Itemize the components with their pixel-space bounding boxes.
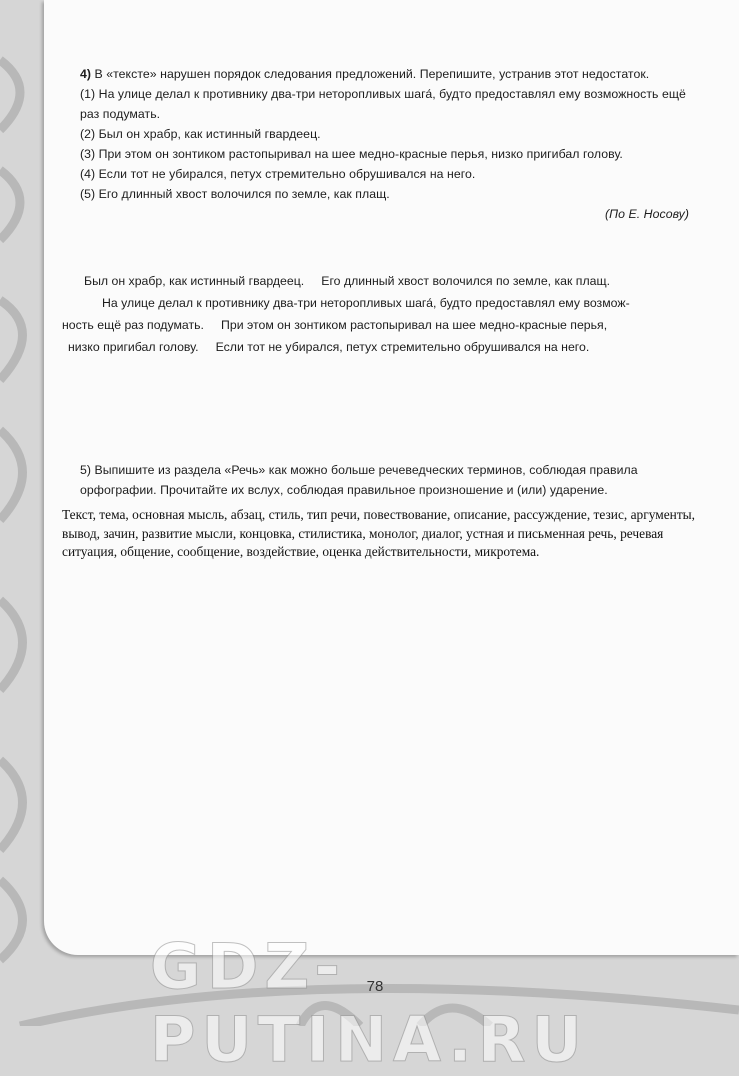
- exercise-4-task-text: В «тексте» нарушен порядок следования предложений. Перепишите, устранив этот недостаток.: [94, 67, 650, 81]
- exercise-5: [80, 460, 692, 500]
- exercise-4: [80, 64, 695, 224]
- answer-4-line-1: Был он храбр, как истинный гвардеец. Его длинный хвост волочился по земле, как плащ.: [84, 274, 611, 288]
- exercise-4-number: 4): [80, 67, 92, 81]
- sentence-4: (4) Если тот не убирался, петух стремительно обрушивался на него.: [80, 167, 476, 181]
- answer-4-line-3: ность ещё раз подумать. При этом он зонтиком растопыривал на шее медно-красные перья,: [62, 318, 608, 332]
- answer-5-text: Текст, тема, основная мысль, абзац, стиль, тип речи, повествование, описание, рассуждение, тезис, аргументы, вывод, зачин, развитие мысли, концовка, стилистика, монолог, диалог, устная и письменная речь, речевая ситуация, общение, сообщение, воздействие, оценка действительности, микротема.: [62, 507, 696, 559]
- answer-4-line-2: На улице делал к противнику два-три неторопливых шага́, будто предоставлял ему возмож-: [102, 296, 630, 310]
- sentence-1: (1) На улице делал к противнику два-три неторопливых шага́, будто предоставлял ему возможность ещё раз подумать.: [80, 87, 686, 121]
- source-citation: (По Е. Носову): [605, 207, 689, 221]
- watermark: GDZ-PUTINA.RU: [150, 930, 588, 1076]
- exercise-4-task: [80, 64, 695, 84]
- page-number: 78: [366, 978, 384, 995]
- answer-4-line-4: низко пригибал голову. Если тот не убирался, петух стремительно обрушивался на него.: [68, 340, 590, 354]
- exercise-5-number: 5): [80, 463, 92, 477]
- answer-4: [62, 270, 702, 358]
- sentence-2: (2) Был он храбр, как истинный гвардеец.: [80, 127, 321, 141]
- exercise-5-task: [80, 460, 692, 500]
- sentence-5: (5) Его длинный хвост волочился по земле, как плащ.: [80, 187, 390, 201]
- exercise-5-task-text: Выпишите из раздела «Речь» как можно больше речеведческих терминов, соблюдая правила орфографии. Прочитайте их вслух, соблюдая правильное произношение и (или) ударение.: [80, 463, 638, 497]
- answer-5: [62, 506, 702, 562]
- sentence-3: (3) При этом он зонтиком растопыривал на шее медно-красные перья, низко пригибал голову.: [80, 147, 623, 161]
